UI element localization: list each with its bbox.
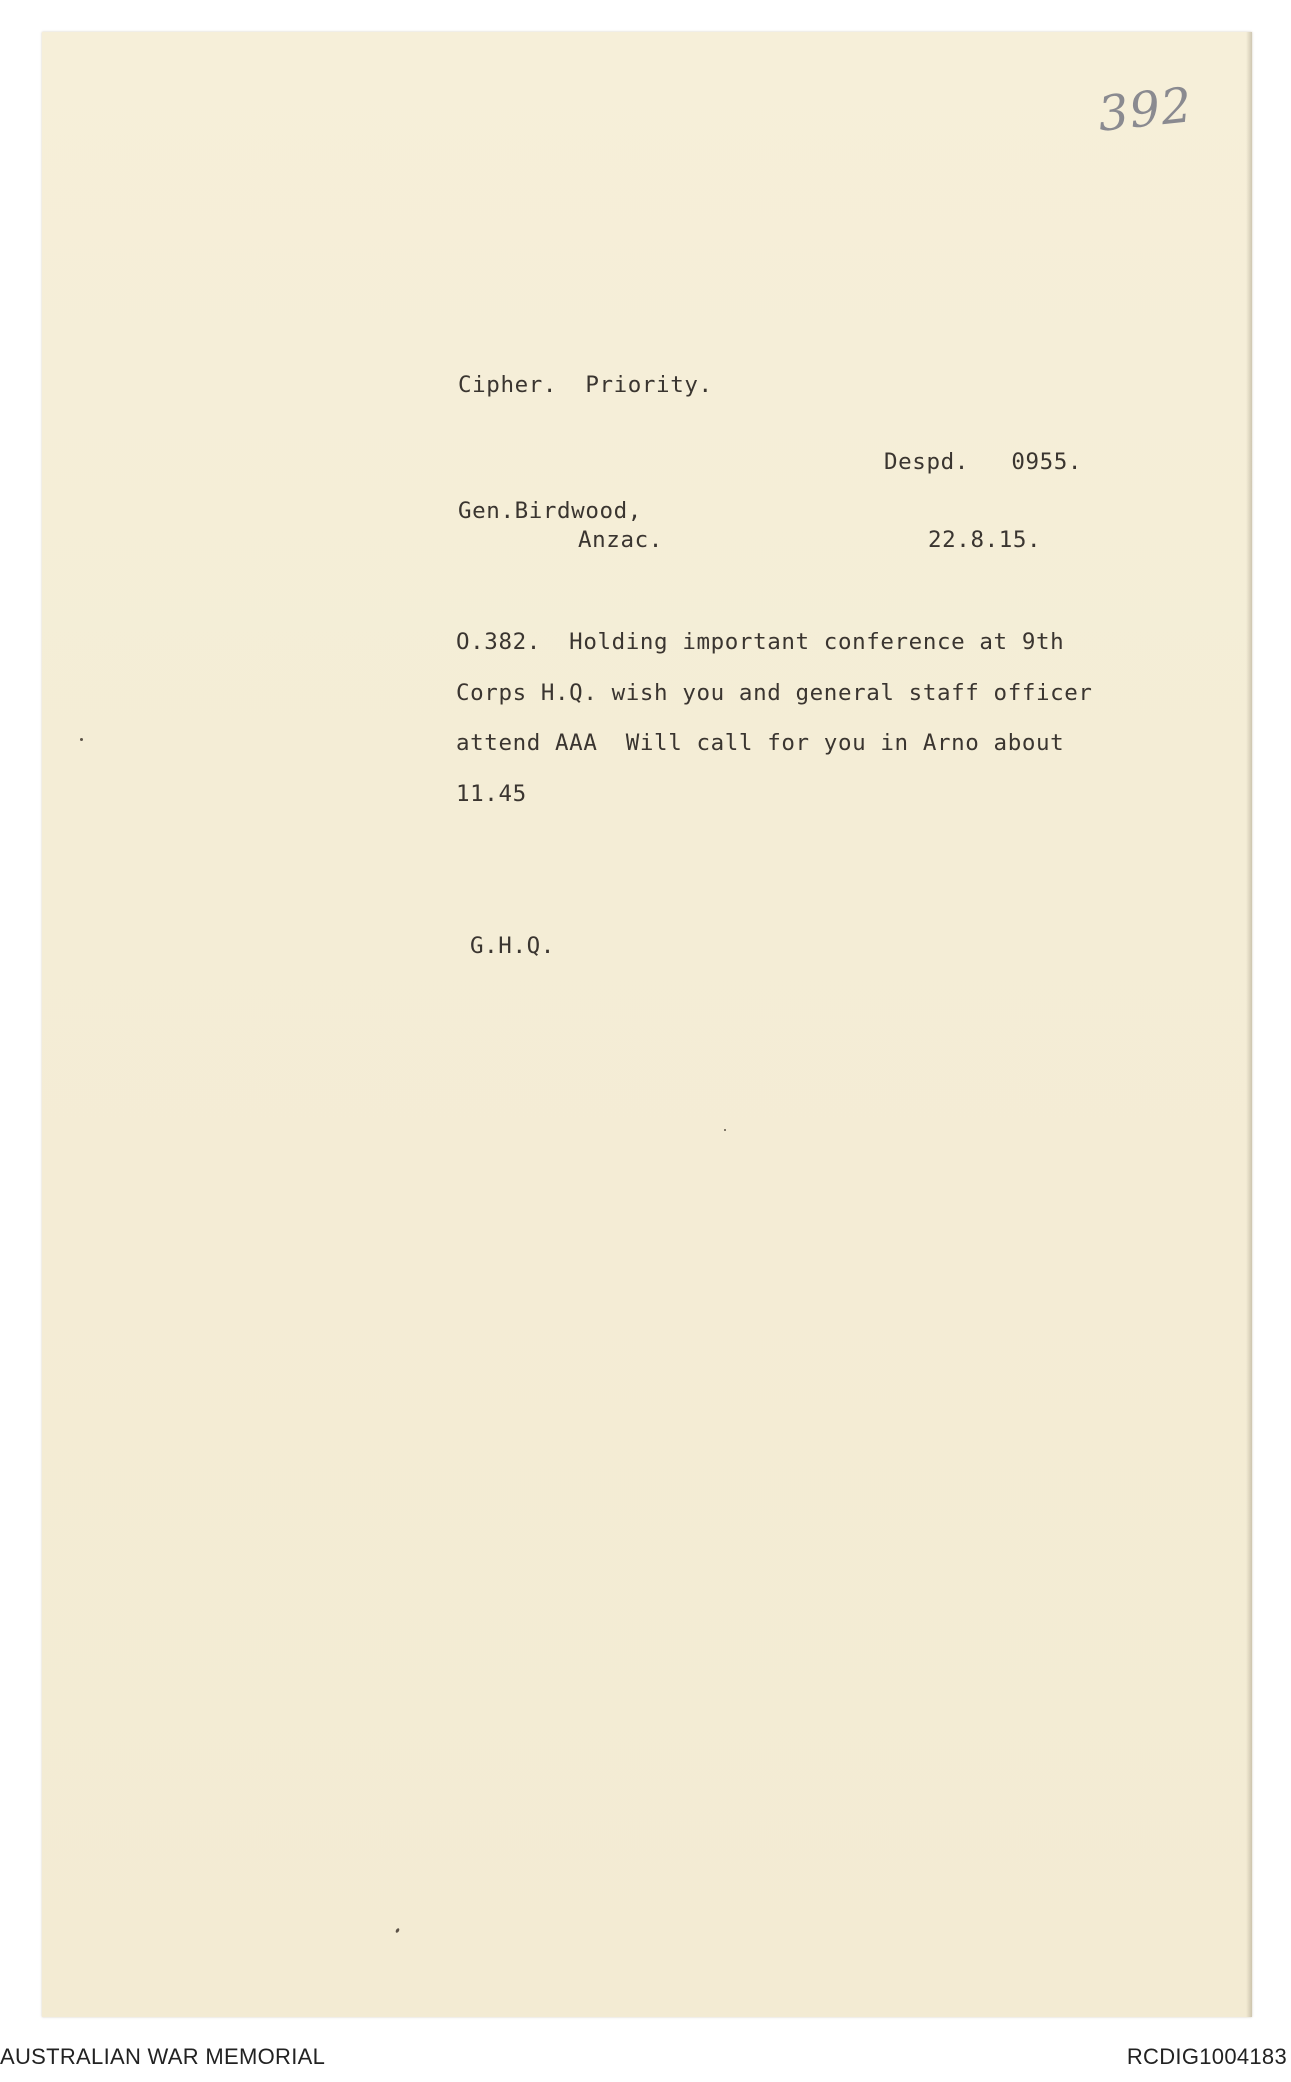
folio-number: 392 <box>1095 77 1196 143</box>
addressee-location: Anzac. <box>578 527 663 553</box>
paper-speck <box>724 1129 726 1131</box>
body-line-1: O.382. Holding important conference at 9th <box>456 629 1065 655</box>
message-date: 22.8.15. <box>928 527 1042 553</box>
addressee-name: Gen.Birdwood, <box>458 498 642 524</box>
footer-institution: AUSTRALIAN WAR MEMORIAL <box>0 2044 326 2069</box>
header-line: Cipher. Priority. <box>458 372 713 398</box>
document-page <box>42 32 1252 2017</box>
body-line-2: Corps H.Q. wish you and general staff officer <box>456 680 1093 706</box>
footer-record-id: RCDIG1004183 <box>1126 2044 1287 2069</box>
body-line-3: attend AAA Will call for you in Arno about <box>456 730 1065 756</box>
despatch-time: Despd. 0955. <box>884 449 1083 475</box>
signature: G.H.Q. <box>470 933 555 959</box>
paper-speck <box>80 738 83 741</box>
body-line-4: 11.45 <box>456 781 527 807</box>
paper-speck <box>395 1928 400 1934</box>
